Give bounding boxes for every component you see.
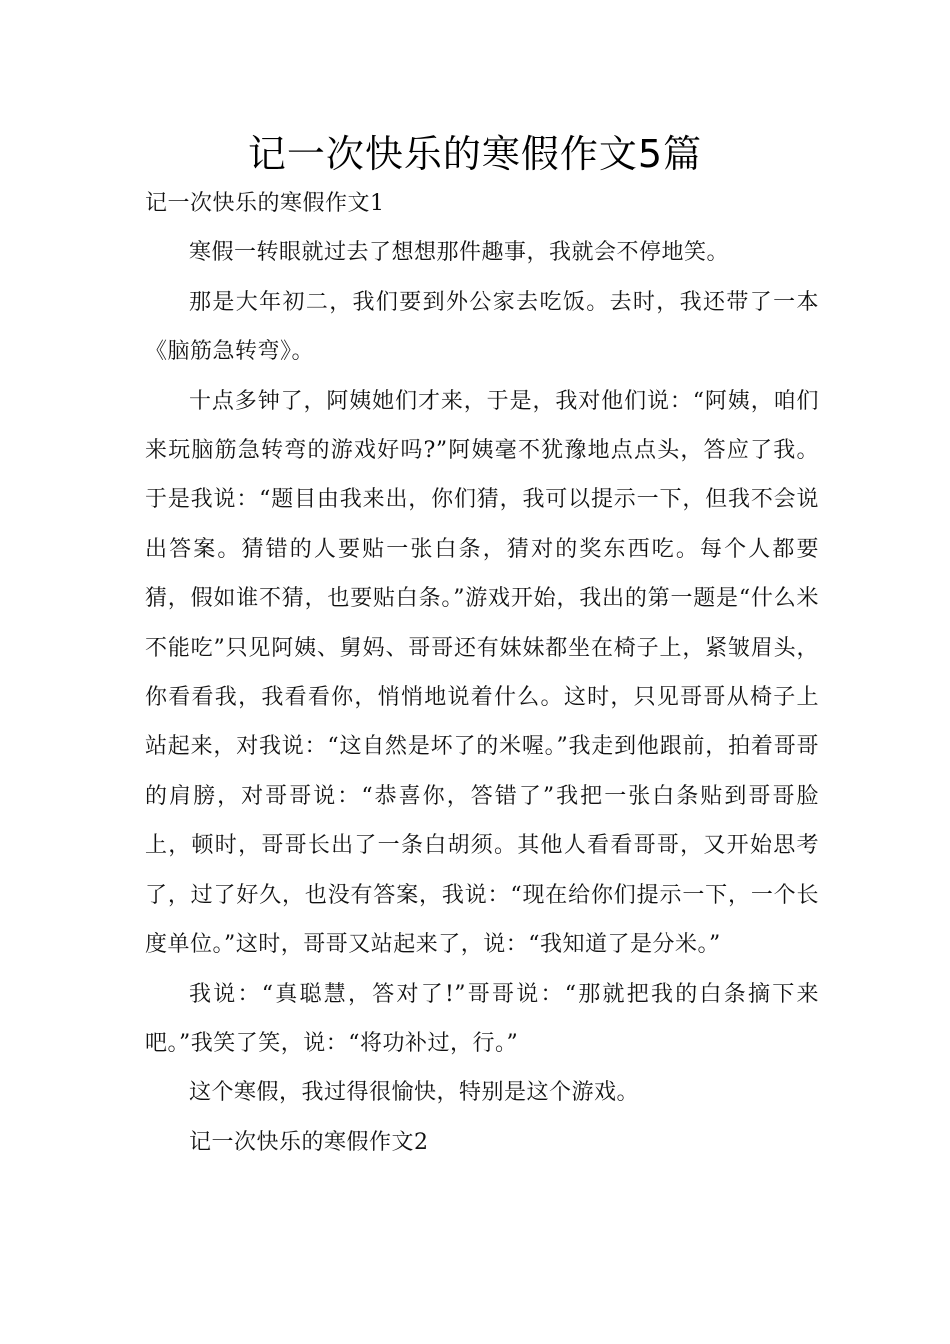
paragraph-5: 这个寒假，我过得很愉快，特别是这个游戏。 [189, 1080, 640, 1106]
paragraph-1: 寒假一转眼就过去了想想那件趣事，我就会不停地笑。 [189, 240, 730, 266]
section-heading-2: 记一次快乐的寒假作文2 [189, 1129, 429, 1155]
paragraph-2: 那是大年初二，我们要到外公家去吃饭。去时，我还带了一本《脑筋急转弯》。 [145, 289, 819, 365]
paragraph-4: 我说：“真聪慧，答对了!”哥哥说：“那就把我的白条摘下来吧。”我笑了笑，说：“将功补过，行。” [145, 981, 819, 1056]
paragraph-3: 十点多钟了，阿姨她们才来，于是，我对他们说：“阿姨，咱们来玩脑筋急转弯的游戏好吗?”阿姨毫不犹豫地点点头，答应了我。于是我说：“题目由我来出，你们猜，我可以提示一下，但我不会说出答案。猜错的人要贴一张白条，猜对的奖东西吃。每个人都要猜，假如谁不猜，也要贴白条。”游戏开始，我出的第一题是“什么米不能吃”只见阿姨、舅妈、哥哥还有妹妹都坐在椅子上，紧皱眉头，你看看我，我看看你，悄悄地说着什么。这时，只见哥哥从椅子上站起来，对我说：“这自然是坏了的米喔。”我走到他跟前，拍着哥哥的肩膀，对哥哥说：“恭喜你，答错了”我把一张白条贴到哥哥脸上，顿时，哥哥长出了一条白胡须。其他人看看哥哥，又开始思考了，过了好久，也没有答案，我说：“现在给你们提示一下，一个长度单位。”这时，哥哥又站起来了，说：“我知道了是分米。” [145, 388, 819, 958]
document-title: 记一次快乐的寒假作文5篇 [247, 132, 703, 176]
section-heading-1: 记一次快乐的寒假作文1 [145, 191, 385, 216]
document-body [145, 179, 819, 1167]
